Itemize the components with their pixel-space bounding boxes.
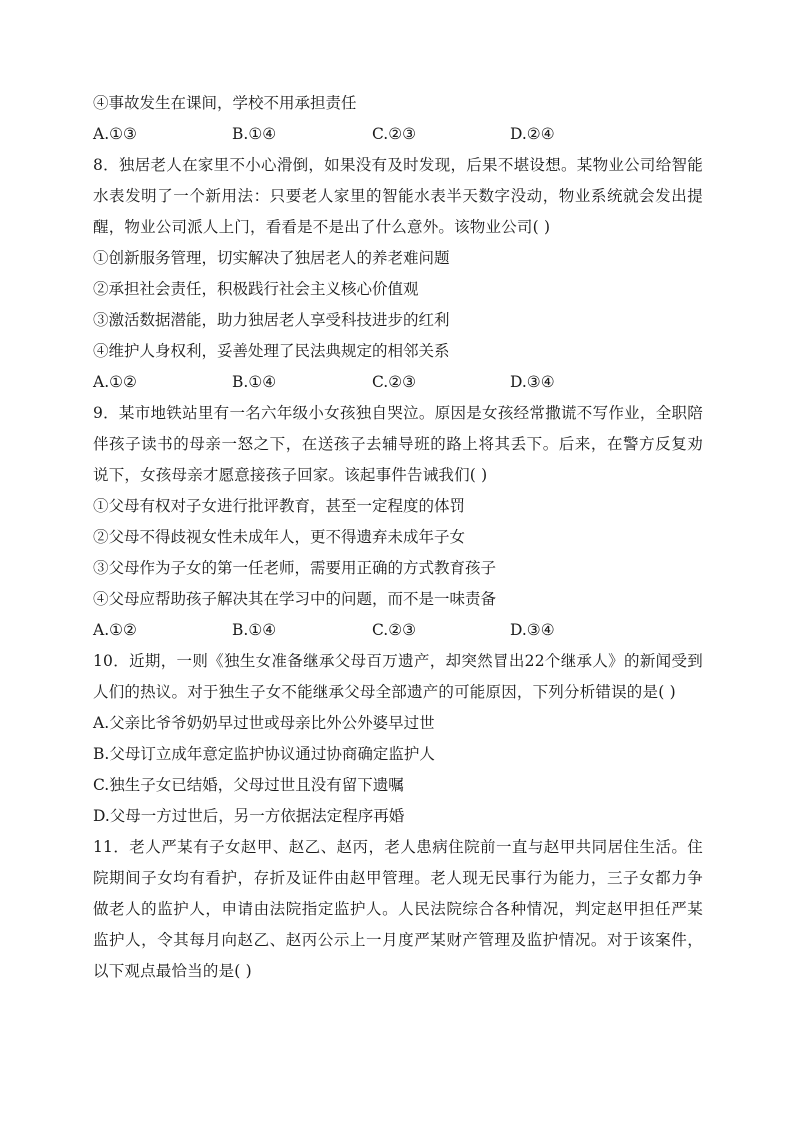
q10-choice-b[interactable]: B.父母订立成年意定监护协议通过协商确定监护人 <box>93 745 435 763</box>
q9-option-c[interactable]: C.②③ <box>372 621 417 639</box>
q7-option-c[interactable]: C.②③ <box>372 125 417 143</box>
q7-option-d[interactable]: D.②④ <box>510 125 555 143</box>
q7-options <box>93 119 703 150</box>
q9-option-b[interactable]: B.①④ <box>232 621 277 639</box>
q8-option-b[interactable]: B.①④ <box>232 373 277 391</box>
q10-choice-c[interactable]: C.独生子女已结婚，父母过世且没有留下遗嘱 <box>93 776 404 794</box>
q8-item-1: ①创新服务管理，切实解决了独居老人的养老难问题 <box>93 249 450 267</box>
q8-stem: 8．独居老人在家里不小心滑倒，如果没有及时发现，后果不堪设想。某物业公司给智能水表发明了一个新用法：只要老人家里的智能水表半天数字没动，物业系统就会发出提醒，物业公司派人上门，看看是不是出了什么意外。该物业公司( ) <box>93 156 703 236</box>
q8-option-d[interactable]: D.③④ <box>510 373 555 391</box>
q9-item-4: ④父母应帮助孩子解决其在学习中的问题，而不是一味责备 <box>93 590 497 608</box>
q8-option-c[interactable]: C.②③ <box>372 373 417 391</box>
q8-option-a[interactable]: A.①② <box>93 373 137 391</box>
q11-stem: 11．老人严某有子女赵甲、赵乙、赵丙，老人患病住院前一直与赵甲共同居住生活。住院期间子女均有看护，存折及证件由赵甲管理。老人现无民事行为能力，三子女都力争做老人的监护人，申请由法院指定监护人。人民法院综合各种情况，判定赵甲担任严某监护人，令其每月向赵乙、赵丙公示上一月度严某财产管理及监护情况。对于该案件，以下观点最恰当的是( ) <box>93 838 703 980</box>
q7-option-b[interactable]: B.①④ <box>232 125 277 143</box>
exam-page <box>93 88 703 987</box>
q10-choice-a[interactable]: A.父亲比爷爷奶奶早过世或母亲比外公外婆早过世 <box>93 714 435 732</box>
q9-option-d[interactable]: D.③④ <box>510 621 555 639</box>
q10-choice-d[interactable]: D.父母一方过世后，另一方依据法定程序再婚 <box>93 807 405 825</box>
q9-options <box>93 615 703 646</box>
q9-stem: 9．某市地铁站里有一名六年级小女孩独自哭泣。原因是女孩经常撒谎不写作业，全职陪伴孩子读书的母亲一怒之下，在送孩子去辅导班的路上将其丢下。后来，在警方反复劝说下，女孩母亲才愿意接孩子回家。该起事件告诫我们( ) <box>93 404 703 484</box>
q7-option-a[interactable]: A.①③ <box>93 125 137 143</box>
q9-item-2: ②父母不得歧视女性未成年人，更不得遗弃未成年子女 <box>93 528 466 546</box>
q8-options <box>93 367 703 398</box>
q9-item-1: ①父母有权对子女进行批评教育，甚至一定程度的体罚 <box>93 497 466 515</box>
q8-item-4: ④维护人身权利，妥善处理了民法典规定的相邻关系 <box>93 342 450 360</box>
q8-item-2: ②承担社会责任，积极践行社会主义核心价值观 <box>93 280 419 298</box>
q7-item-4: ④事故发生在课间，学校不用承担责任 <box>93 94 357 112</box>
q9-item-3: ③父母作为子女的第一任老师，需要用正确的方式教育孩子 <box>93 559 497 577</box>
q10-stem: 10．近期，一则《独生女准备继承父母百万遗产，却突然冒出22个继承人》的新闻受到人们的热议。对于独生子女不能继承父母全部遗产的可能原因，下列分析错误的是( ) <box>93 652 703 701</box>
q9-option-a[interactable]: A.①② <box>93 621 137 639</box>
q8-item-3: ③激活数据潜能，助力独居老人享受科技进步的红利 <box>93 311 450 329</box>
